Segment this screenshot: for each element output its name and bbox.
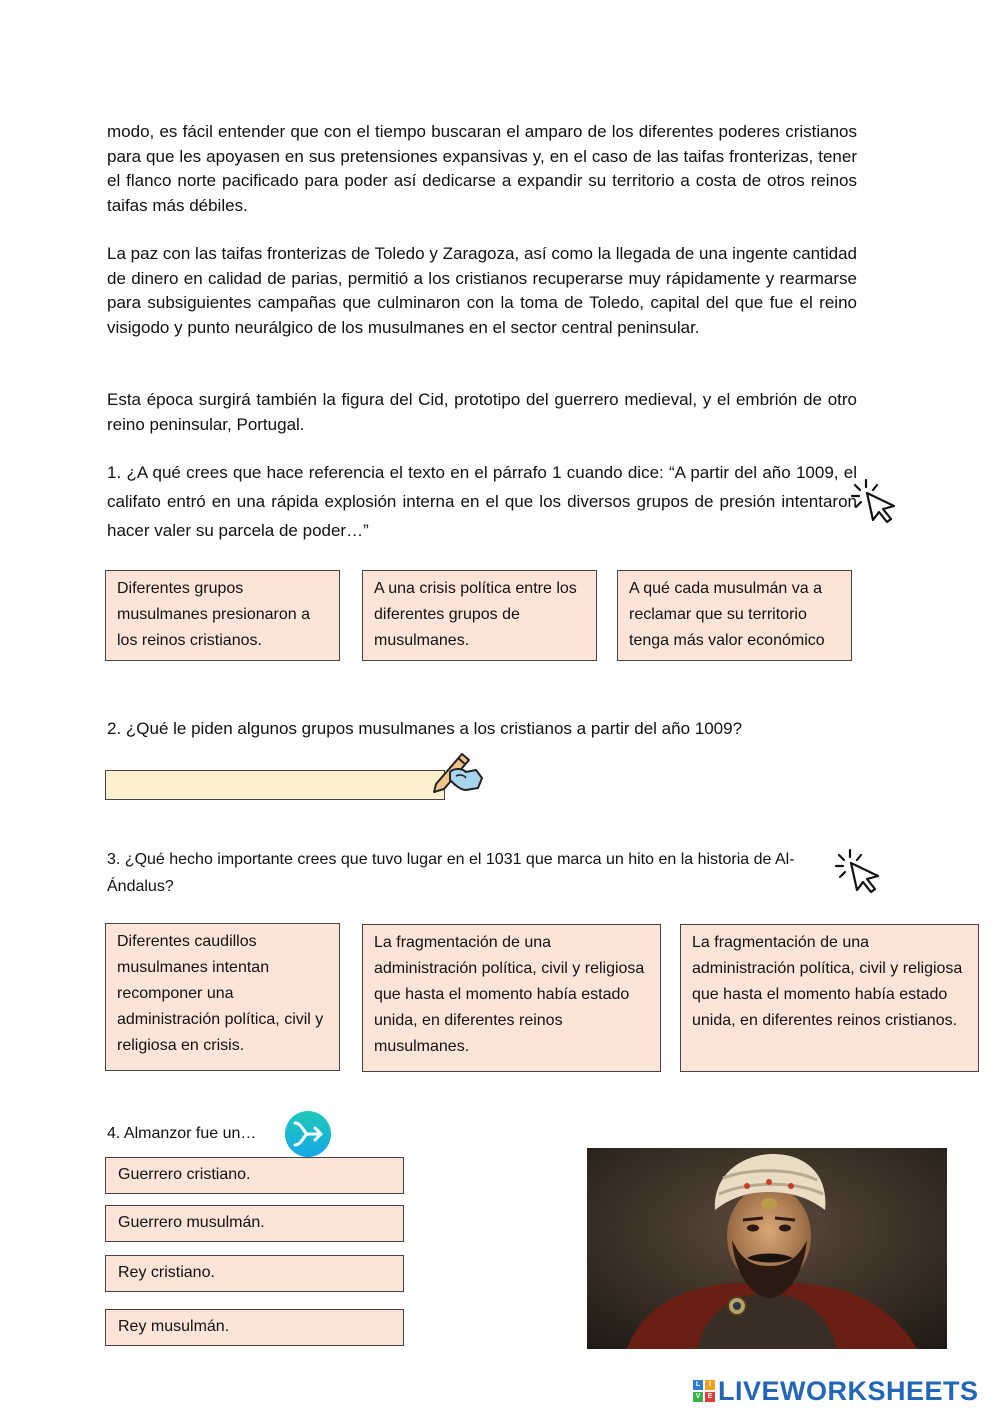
logo-badge-letter: L	[693, 1380, 703, 1390]
click-cursor-icon	[850, 476, 900, 531]
almanzor-portrait	[587, 1148, 947, 1349]
q3-option-3[interactable]: La fragmentación de una administración política, civil y religiosa que hasta el momento había estado unida, en diferentes reinos cristianos.	[680, 924, 979, 1072]
q1-option-3[interactable]: A qué cada musulmán va a reclamar que su territorio tenga más valor económico	[617, 570, 852, 661]
logo-badge	[693, 1380, 715, 1402]
liveworksheets-logo	[693, 1376, 979, 1406]
q4-option-1[interactable]: Guerrero cristiano.	[105, 1157, 404, 1194]
join-arrow-icon	[284, 1110, 332, 1163]
logo-text: LIVEWORKSHEETS	[718, 1375, 979, 1406]
pencil-hand-icon	[432, 748, 484, 799]
question-1-text: 1. ¿A qué crees que hace referencia el texto en el párrafo 1 cuando dice: “A partir del año 1009, el califato entró en una rápida explosión interna en el que los diversos grupos de presión intentaron hacer valer su parcela de poder…”	[107, 463, 857, 540]
logo-badge-letter: I	[705, 1380, 715, 1390]
question-2-text: 2. ¿Qué le piden algunos grupos musulmanes a los cristianos a partir del año 1009?	[107, 719, 743, 738]
click-cursor-icon	[834, 846, 884, 901]
q3-option-1[interactable]: Diferentes caudillos musulmanes intentan recomponer una administración política, civil y religiosa en crisis.	[105, 923, 340, 1071]
question-3-text: 3. ¿Qué hecho importante crees que tuvo lugar en el 1031 que marca un hito en la historia de Al-Ándalus?	[107, 851, 795, 895]
logo-badge-letter: V	[693, 1392, 703, 1402]
q4-option-2[interactable]: Guerrero musulmán.	[105, 1205, 404, 1242]
logo-badge-letter: E	[705, 1392, 715, 1402]
question-4-text: 4. Almanzor fue un…	[107, 1125, 257, 1142]
q4-option-4[interactable]: Rey musulmán.	[105, 1309, 404, 1346]
q4-option-3[interactable]: Rey cristiano.	[105, 1255, 404, 1292]
paragraph-1: modo, es fácil entender que con el tiempo buscaran el amparo de los diferentes poderes cristianos para que les apoyasen en sus pretensiones expansivas y, en el caso de las taifas fronterizas, tener el flanco norte pacificado para poder así dedicarse a expandir su territorio a costa de otros reinos taifas más débiles.	[107, 122, 857, 215]
q2-answer-input[interactable]	[105, 770, 445, 800]
paragraph-2: La paz con las taifas fronterizas de Toledo y Zaragoza, así como la llegada de una ingente cantidad de dinero en calidad de parias, permitió a los cristianos recuperarse muy rápidamente y rearmarse para subsiguientes campañas que culminaron con la toma de Toledo, capital del que fue el reino visigodo y punto neurálgico de los musulmanes en el sector central peninsular.	[107, 244, 857, 337]
q1-option-1[interactable]: Diferentes grupos musulmanes presionaron a los reinos cristianos.	[105, 570, 340, 661]
paragraph-3: Esta época surgirá también la figura del Cid, prototipo del guerrero medieval, y el embrión de otro reino peninsular, Portugal.	[107, 390, 857, 434]
q3-option-2[interactable]: La fragmentación de una administración política, civil y religiosa que hasta el momento había estado unida, en diferentes reinos musulmanes.	[362, 924, 661, 1072]
q1-option-2[interactable]: A una crisis política entre los diferentes grupos de musulmanes.	[362, 570, 597, 661]
